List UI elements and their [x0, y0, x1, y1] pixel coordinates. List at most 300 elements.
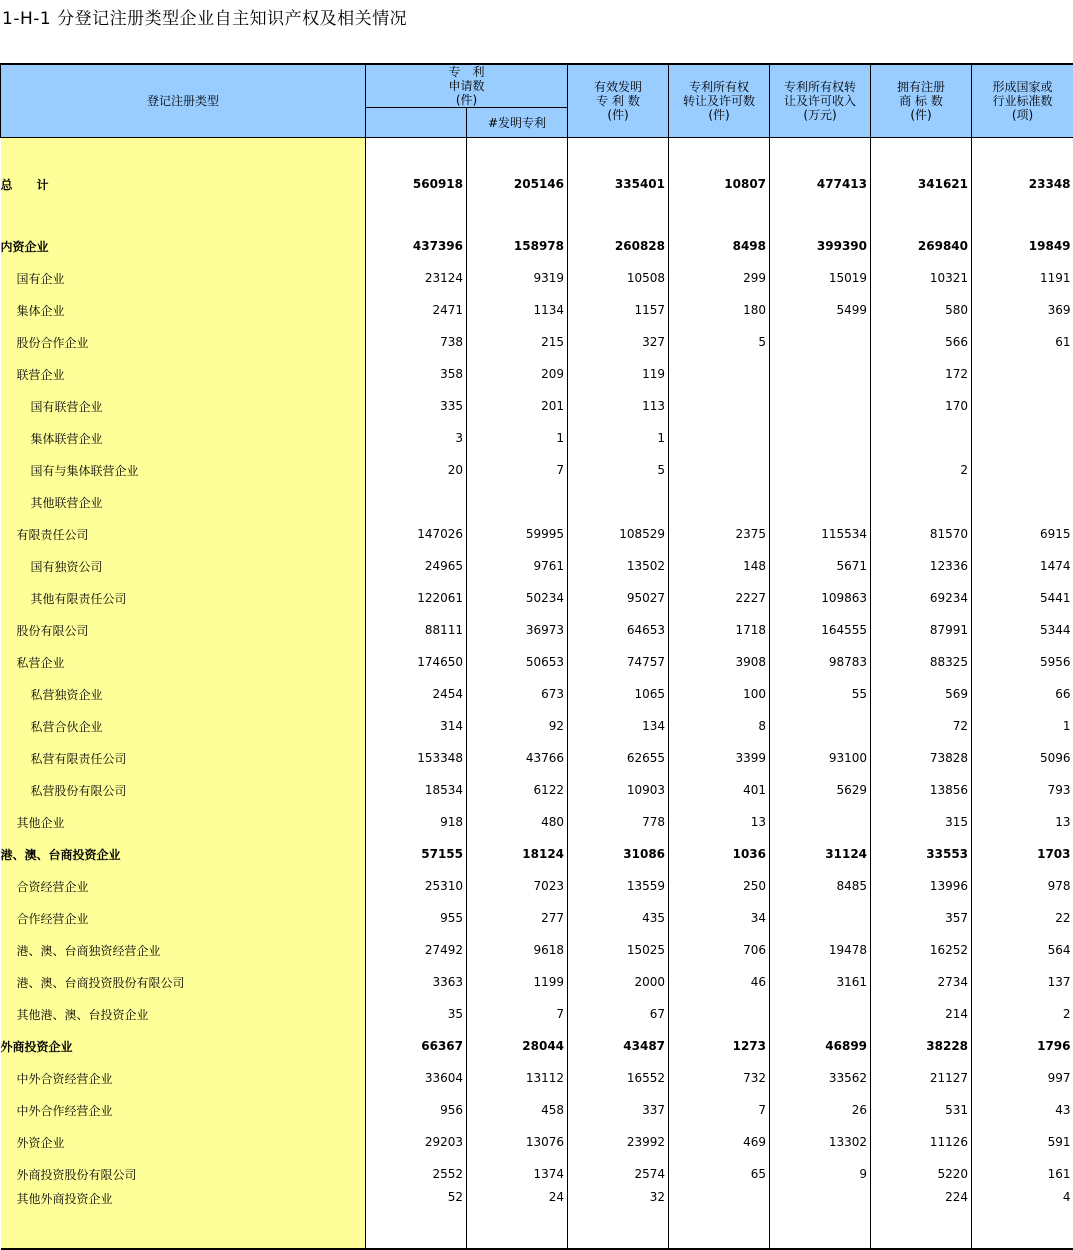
- spacer-row: [1, 216, 1073, 230]
- value-cell: 569: [871, 678, 972, 710]
- value-cell: 480: [467, 806, 568, 838]
- value-cell: 147026: [366, 518, 467, 550]
- value-cell: 1474: [972, 550, 1073, 582]
- value-cell: [770, 710, 871, 742]
- value-cell: 2227: [669, 582, 770, 614]
- table-row: [1, 646, 1073, 678]
- header-valid-invention-patents: 有效发明 专 利 数 (件): [568, 64, 669, 138]
- value-cell: [669, 998, 770, 1030]
- value-cell: 2552: [366, 1158, 467, 1190]
- header-patent-transfer-income: 专利所有权转 让及许可收入 (万元): [770, 64, 871, 138]
- value-cell: [366, 138, 467, 153]
- value-cell: 8: [669, 710, 770, 742]
- table-row: [1, 390, 1073, 422]
- value-cell: 50234: [467, 582, 568, 614]
- value-cell: 59995: [467, 518, 568, 550]
- page-title: 1-H-1 分登记注册类型企业自主知识产权及相关情况: [2, 6, 407, 32]
- value-cell: 437396: [366, 230, 467, 262]
- value-cell: [770, 216, 871, 230]
- value-cell: 269840: [871, 230, 972, 262]
- value-cell: 918: [366, 806, 467, 838]
- row-label: 私营有限责任公司: [1, 742, 366, 774]
- table-row: [1, 870, 1073, 902]
- value-cell: 13: [972, 806, 1073, 838]
- table-row: [1, 998, 1073, 1030]
- value-cell: [366, 486, 467, 518]
- value-cell: 10807: [669, 152, 770, 216]
- row-label-cell: [1, 138, 366, 153]
- value-cell: 27492: [366, 934, 467, 966]
- value-cell: 299: [669, 262, 770, 294]
- row-label: 内资企业: [1, 230, 366, 262]
- value-cell: 566: [871, 326, 972, 358]
- table-row: [1, 1158, 1073, 1190]
- value-cell: 21127: [871, 1062, 972, 1094]
- value-cell: 2734: [871, 966, 972, 998]
- table-row: [1, 838, 1073, 870]
- table-row: [1, 358, 1073, 390]
- table-row: [1, 742, 1073, 774]
- value-cell: 224: [871, 1190, 972, 1249]
- value-cell: 92: [467, 710, 568, 742]
- table-row: [1, 1126, 1073, 1158]
- value-cell: 6915: [972, 518, 1073, 550]
- value-cell: 13996: [871, 870, 972, 902]
- value-cell: 19849: [972, 230, 1073, 262]
- value-cell: 164555: [770, 614, 871, 646]
- row-label: 私营股份有限公司: [1, 774, 366, 806]
- value-cell: 955: [366, 902, 467, 934]
- row-label: 港、澳、台商投资股份有限公司: [1, 966, 366, 998]
- value-cell: 13076: [467, 1126, 568, 1158]
- value-cell: [770, 806, 871, 838]
- row-label-cell: [1, 216, 366, 230]
- value-cell: 5671: [770, 550, 871, 582]
- value-cell: 33562: [770, 1062, 871, 1094]
- value-cell: 13302: [770, 1126, 871, 1158]
- value-cell: 2574: [568, 1158, 669, 1190]
- value-cell: 122061: [366, 582, 467, 614]
- value-cell: 7: [467, 998, 568, 1030]
- value-cell: 5629: [770, 774, 871, 806]
- value-cell: 100: [669, 678, 770, 710]
- row-label: 集体企业: [1, 294, 366, 326]
- row-label: 国有联营企业: [1, 390, 366, 422]
- value-cell: [366, 216, 467, 230]
- value-cell: 113: [568, 390, 669, 422]
- value-cell: [467, 216, 568, 230]
- row-label: 私营合伙企业: [1, 710, 366, 742]
- value-cell: 88111: [366, 614, 467, 646]
- value-cell: 20: [366, 454, 467, 486]
- value-cell: [972, 390, 1073, 422]
- value-cell: [972, 216, 1073, 230]
- value-cell: 50653: [467, 646, 568, 678]
- header-registration-type: 登记注册类型: [1, 64, 366, 138]
- table-row: [1, 262, 1073, 294]
- value-cell: [669, 358, 770, 390]
- value-cell: 531: [871, 1094, 972, 1126]
- value-cell: 119: [568, 358, 669, 390]
- table-row: [1, 294, 1073, 326]
- value-cell: 16552: [568, 1062, 669, 1094]
- row-label: 其他企业: [1, 806, 366, 838]
- value-cell: 174650: [366, 646, 467, 678]
- value-cell: 8498: [669, 230, 770, 262]
- value-cell: 93100: [770, 742, 871, 774]
- table-row: [1, 1190, 1073, 1249]
- value-cell: 5441: [972, 582, 1073, 614]
- value-cell: [770, 326, 871, 358]
- value-cell: 153348: [366, 742, 467, 774]
- value-cell: 341621: [871, 152, 972, 216]
- value-cell: 10508: [568, 262, 669, 294]
- value-cell: 956: [366, 1094, 467, 1126]
- value-cell: 62655: [568, 742, 669, 774]
- value-cell: 5: [669, 326, 770, 358]
- value-cell: 5220: [871, 1158, 972, 1190]
- value-cell: 738: [366, 326, 467, 358]
- value-cell: 66367: [366, 1030, 467, 1062]
- value-cell: [669, 454, 770, 486]
- value-cell: [871, 216, 972, 230]
- value-cell: 88325: [871, 646, 972, 678]
- header-registered-trademarks: 拥有注册 商 标 数 (件): [871, 64, 972, 138]
- table-row: [1, 934, 1073, 966]
- value-cell: 2454: [366, 678, 467, 710]
- value-cell: 52: [366, 1190, 467, 1249]
- value-cell: 43487: [568, 1030, 669, 1062]
- data-table: [0, 63, 1073, 1250]
- table-row: [1, 152, 1073, 216]
- value-cell: 673: [467, 678, 568, 710]
- value-cell: 29203: [366, 1126, 467, 1158]
- value-cell: [770, 454, 871, 486]
- row-label: 合作经营企业: [1, 902, 366, 934]
- value-cell: 24965: [366, 550, 467, 582]
- value-cell: 69234: [871, 582, 972, 614]
- value-cell: 369: [972, 294, 1073, 326]
- value-cell: 469: [669, 1126, 770, 1158]
- row-label: 其他联营企业: [1, 486, 366, 518]
- row-label: 中外合资经营企业: [1, 1062, 366, 1094]
- value-cell: 134: [568, 710, 669, 742]
- value-cell: [770, 358, 871, 390]
- value-cell: 214: [871, 998, 972, 1030]
- value-cell: 95027: [568, 582, 669, 614]
- table-row: [1, 486, 1073, 518]
- value-cell: 314: [366, 710, 467, 742]
- value-cell: 19478: [770, 934, 871, 966]
- value-cell: 5: [568, 454, 669, 486]
- value-cell: 335: [366, 390, 467, 422]
- value-cell: [972, 138, 1073, 153]
- value-cell: [770, 1190, 871, 1249]
- value-cell: [669, 138, 770, 153]
- row-label: 合资经营企业: [1, 870, 366, 902]
- value-cell: 172: [871, 358, 972, 390]
- value-cell: 2: [871, 454, 972, 486]
- header-patent-applications: 专 利 申请数 (件): [366, 64, 568, 108]
- value-cell: 25310: [366, 870, 467, 902]
- value-cell: 67: [568, 998, 669, 1030]
- row-label: 总 计: [1, 152, 366, 216]
- value-cell: [669, 390, 770, 422]
- value-cell: 15025: [568, 934, 669, 966]
- value-cell: 31124: [770, 838, 871, 870]
- value-cell: 115534: [770, 518, 871, 550]
- value-cell: 31086: [568, 838, 669, 870]
- value-cell: 28044: [467, 1030, 568, 1062]
- table-row: [1, 1094, 1073, 1126]
- value-cell: 358: [366, 358, 467, 390]
- table-row: [1, 678, 1073, 710]
- value-cell: 9319: [467, 262, 568, 294]
- value-cell: 1: [972, 710, 1073, 742]
- row-label: 其他有限责任公司: [1, 582, 366, 614]
- row-label: 港、澳、台商投资企业: [1, 838, 366, 870]
- value-cell: 1718: [669, 614, 770, 646]
- table-body: [1, 138, 1073, 1250]
- row-label: 中外合作经营企业: [1, 1094, 366, 1126]
- value-cell: [871, 422, 972, 454]
- value-cell: [972, 422, 1073, 454]
- value-cell: 34: [669, 902, 770, 934]
- value-cell: 26: [770, 1094, 871, 1126]
- value-cell: 5096: [972, 742, 1073, 774]
- value-cell: 9: [770, 1158, 871, 1190]
- value-cell: 38228: [871, 1030, 972, 1062]
- value-cell: 2375: [669, 518, 770, 550]
- value-cell: 23124: [366, 262, 467, 294]
- value-cell: 43766: [467, 742, 568, 774]
- value-cell: 7023: [467, 870, 568, 902]
- value-cell: 9618: [467, 934, 568, 966]
- value-cell: [770, 486, 871, 518]
- value-cell: 1: [467, 422, 568, 454]
- table-row: [1, 1062, 1073, 1094]
- value-cell: 57155: [366, 838, 467, 870]
- value-cell: [669, 422, 770, 454]
- value-cell: 23992: [568, 1126, 669, 1158]
- value-cell: 1191: [972, 262, 1073, 294]
- table-row: [1, 422, 1073, 454]
- value-cell: 10321: [871, 262, 972, 294]
- header-standards: 形成国家或 行业标准数 (项): [972, 64, 1073, 138]
- value-cell: 33553: [871, 838, 972, 870]
- row-label: 国有与集体联营企业: [1, 454, 366, 486]
- table-row: [1, 774, 1073, 806]
- value-cell: 64653: [568, 614, 669, 646]
- value-cell: 1199: [467, 966, 568, 998]
- header-invention-patents: #发明专利: [467, 108, 568, 138]
- value-cell: 98783: [770, 646, 871, 678]
- value-cell: 18124: [467, 838, 568, 870]
- table-row: [1, 550, 1073, 582]
- value-cell: [467, 138, 568, 153]
- value-cell: 55: [770, 678, 871, 710]
- value-cell: [871, 138, 972, 153]
- value-cell: 591: [972, 1126, 1073, 1158]
- value-cell: [669, 216, 770, 230]
- value-cell: 7: [467, 454, 568, 486]
- row-label: 联营企业: [1, 358, 366, 390]
- value-cell: 564: [972, 934, 1073, 966]
- value-cell: 250: [669, 870, 770, 902]
- value-cell: 13559: [568, 870, 669, 902]
- value-cell: 215: [467, 326, 568, 358]
- value-cell: [669, 1190, 770, 1249]
- value-cell: 3908: [669, 646, 770, 678]
- value-cell: 13112: [467, 1062, 568, 1094]
- value-cell: 201: [467, 390, 568, 422]
- value-cell: 5344: [972, 614, 1073, 646]
- value-cell: 36973: [467, 614, 568, 646]
- value-cell: 327: [568, 326, 669, 358]
- value-cell: [770, 998, 871, 1030]
- value-cell: 1273: [669, 1030, 770, 1062]
- value-cell: 73828: [871, 742, 972, 774]
- value-cell: 978: [972, 870, 1073, 902]
- table-header: [1, 64, 1073, 138]
- value-cell: 3: [366, 422, 467, 454]
- value-cell: 13856: [871, 774, 972, 806]
- value-cell: 109863: [770, 582, 871, 614]
- value-cell: 22: [972, 902, 1073, 934]
- value-cell: [770, 902, 871, 934]
- value-cell: 24: [467, 1190, 568, 1249]
- value-cell: 43: [972, 1094, 1073, 1126]
- value-cell: 72: [871, 710, 972, 742]
- value-cell: 1703: [972, 838, 1073, 870]
- value-cell: 16252: [871, 934, 972, 966]
- row-label: 港、澳、台商独资经营企业: [1, 934, 366, 966]
- value-cell: 260828: [568, 230, 669, 262]
- row-label: 外商投资企业: [1, 1030, 366, 1062]
- table-row: [1, 1030, 1073, 1062]
- value-cell: 1065: [568, 678, 669, 710]
- row-label: 有限责任公司: [1, 518, 366, 550]
- value-cell: 1796: [972, 1030, 1073, 1062]
- row-label: 国有独资公司: [1, 550, 366, 582]
- value-cell: [669, 486, 770, 518]
- row-label: 外资企业: [1, 1126, 366, 1158]
- value-cell: 337: [568, 1094, 669, 1126]
- value-cell: 87991: [871, 614, 972, 646]
- value-cell: 401: [669, 774, 770, 806]
- row-label: 股份有限公司: [1, 614, 366, 646]
- data-table-container: [0, 63, 1073, 1249]
- row-label: 股份合作企业: [1, 326, 366, 358]
- row-label: 私营独资企业: [1, 678, 366, 710]
- value-cell: 580: [871, 294, 972, 326]
- value-cell: 108529: [568, 518, 669, 550]
- value-cell: 560918: [366, 152, 467, 216]
- value-cell: 3363: [366, 966, 467, 998]
- header-patent-app-spacer: [366, 108, 467, 138]
- table-row: [1, 902, 1073, 934]
- row-label: 外商投资股份有限公司: [1, 1158, 366, 1190]
- table-row: [1, 614, 1073, 646]
- value-cell: 66: [972, 678, 1073, 710]
- table-row: [1, 454, 1073, 486]
- value-cell: 5499: [770, 294, 871, 326]
- value-cell: 161: [972, 1158, 1073, 1190]
- value-cell: 11126: [871, 1126, 972, 1158]
- value-cell: 477413: [770, 152, 871, 216]
- value-cell: 35: [366, 998, 467, 1030]
- value-cell: 4: [972, 1190, 1073, 1249]
- value-cell: 61: [972, 326, 1073, 358]
- value-cell: 18534: [366, 774, 467, 806]
- value-cell: 209: [467, 358, 568, 390]
- value-cell: 706: [669, 934, 770, 966]
- value-cell: 357: [871, 902, 972, 934]
- value-cell: 335401: [568, 152, 669, 216]
- value-cell: 997: [972, 1062, 1073, 1094]
- value-cell: 23348: [972, 152, 1073, 216]
- value-cell: 6122: [467, 774, 568, 806]
- value-cell: 1157: [568, 294, 669, 326]
- value-cell: 7: [669, 1094, 770, 1126]
- value-cell: 158978: [467, 230, 568, 262]
- value-cell: 12336: [871, 550, 972, 582]
- value-cell: 1134: [467, 294, 568, 326]
- table-row: [1, 582, 1073, 614]
- value-cell: 137: [972, 966, 1073, 998]
- value-cell: 205146: [467, 152, 568, 216]
- row-label: 其他港、澳、台投资企业: [1, 998, 366, 1030]
- value-cell: 46899: [770, 1030, 871, 1062]
- value-cell: 15019: [770, 262, 871, 294]
- value-cell: 148: [669, 550, 770, 582]
- value-cell: 277: [467, 902, 568, 934]
- spacer-row: [1, 138, 1073, 153]
- value-cell: 3399: [669, 742, 770, 774]
- value-cell: 74757: [568, 646, 669, 678]
- row-label: 其他外商投资企业: [1, 1190, 366, 1249]
- value-cell: 778: [568, 806, 669, 838]
- value-cell: [972, 454, 1073, 486]
- value-cell: 1374: [467, 1158, 568, 1190]
- value-cell: [770, 138, 871, 153]
- value-cell: [770, 390, 871, 422]
- value-cell: 732: [669, 1062, 770, 1094]
- table-row: [1, 966, 1073, 998]
- value-cell: [871, 486, 972, 518]
- value-cell: 2: [972, 998, 1073, 1030]
- value-cell: [972, 358, 1073, 390]
- value-cell: 315: [871, 806, 972, 838]
- value-cell: 9761: [467, 550, 568, 582]
- value-cell: 8485: [770, 870, 871, 902]
- value-cell: 10903: [568, 774, 669, 806]
- value-cell: [770, 422, 871, 454]
- row-label: 私营企业: [1, 646, 366, 678]
- value-cell: 170: [871, 390, 972, 422]
- value-cell: 13: [669, 806, 770, 838]
- value-cell: 1: [568, 422, 669, 454]
- table-row: [1, 326, 1073, 358]
- value-cell: 33604: [366, 1062, 467, 1094]
- header-patent-transfer-count: 专利所有权 转让及许可数 (件): [669, 64, 770, 138]
- value-cell: [568, 138, 669, 153]
- row-label: 国有企业: [1, 262, 366, 294]
- value-cell: 5956: [972, 646, 1073, 678]
- row-label: 集体联营企业: [1, 422, 366, 454]
- table-row: [1, 230, 1073, 262]
- value-cell: 81570: [871, 518, 972, 550]
